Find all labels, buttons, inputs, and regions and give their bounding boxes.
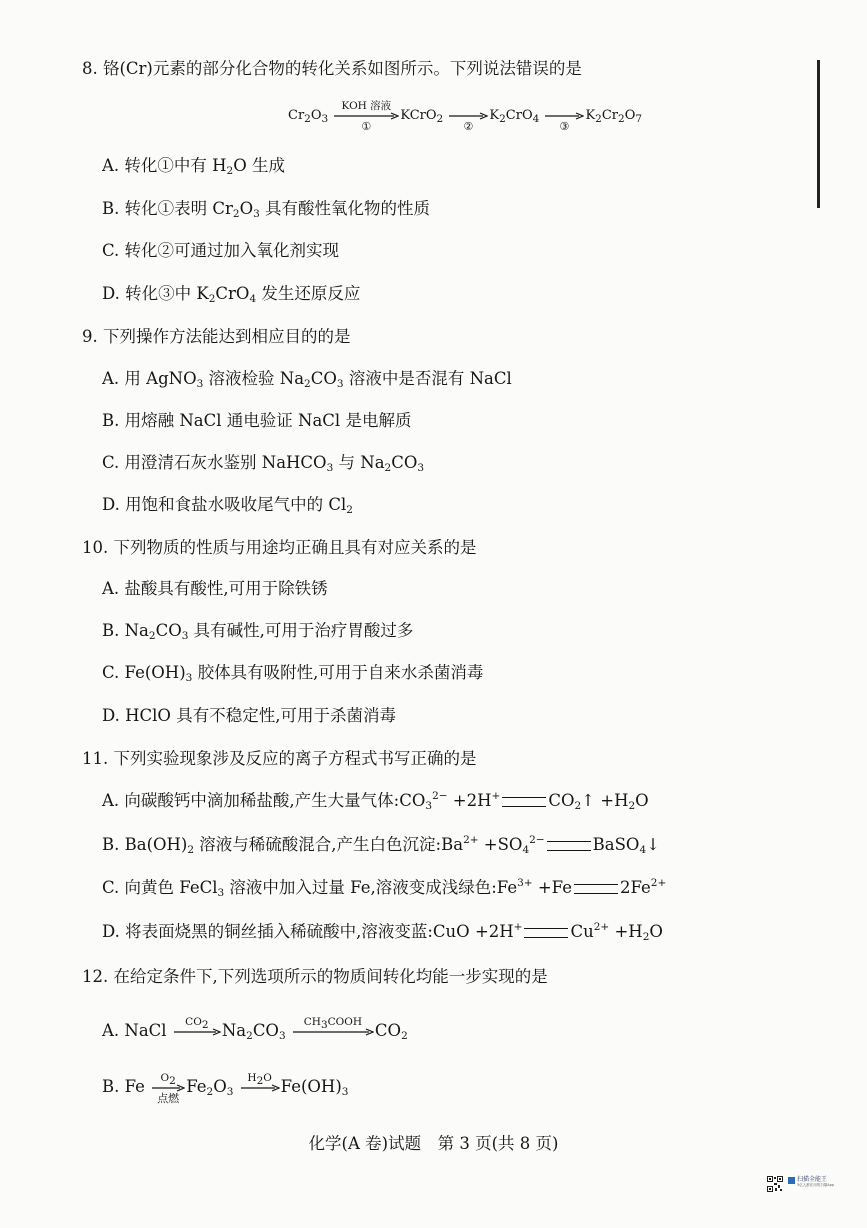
- q10-option-c: C. $Fe(OH)_3$ 胶体具有吸附性,可用于自来水杀菌消毒: [102, 663, 484, 684]
- arrow-o2: $O_2$ 点燃: [151, 1084, 185, 1092]
- q10-option-b: B. $Na_2CO_3$ 具有碱性,可用于治疗胃酸过多: [102, 621, 414, 642]
- equals-sign: [574, 884, 618, 894]
- q11-option-a: A. 向碳酸钙中滴加稀盐酸,产生大量气体$:CO_3^{2-} +2H^+$ $CO_2↑ +H_2O$: [102, 790, 649, 812]
- q11-option-d: D. 将表面烧黑的铜丝插入稀硫酸中,溶液变蓝:CuO +2H+ $Cu^{2+} +H_2O$: [102, 921, 663, 943]
- q8-option-c: C. 转化②可通过加入氧化剂实现: [102, 241, 340, 260]
- q12-option-a: A. NaCl $CO_2$ $Na_2CO_3$ $CH_3COOH$ $CO_2$: [102, 1015, 408, 1042]
- q12-option-b: B. Fe $O_2$ 点燃 $Fe_2O_3$ $H_2O$ $Fe(OH)_3$: [102, 1071, 349, 1105]
- arrow-acetic-acid: $CH_3COOH$: [292, 1028, 374, 1036]
- q9-option-c: C. 用澄清石灰水鉴别 NaHCO$_3$ 与 $Na_2CO_3$: [102, 453, 425, 474]
- equals-sign: [524, 928, 568, 938]
- margin-mark: [817, 60, 820, 208]
- arrow-h2o: $H_2O$: [240, 1084, 280, 1092]
- page-footer: 化学(A 卷)试题 第 3 页(共 8 页): [308, 1134, 559, 1153]
- arrow-co2: $CO_2$: [173, 1028, 221, 1036]
- scanner-watermark-title: 扫描全能王: [797, 1176, 828, 1183]
- question-8-stem: 8. 铬(Cr)元素的部分化合物的转化关系如图所示。下列说法错误的是: [82, 59, 582, 78]
- q8-option-a: A. 转化①中有 $H_2O$ 生成: [102, 156, 286, 177]
- q8-option-d: D. 转化③中 $K_2CrO_4$ 发生还原反应: [102, 284, 361, 305]
- qr-code-icon: [767, 1176, 783, 1192]
- chromium-conversion-scheme: $Cr_2O_3$ KOH 溶液 ① KCrO$_2$ ② $K_2CrO_4$ ③ $K_2Cr_2O_7$: [288, 99, 643, 133]
- arrow-1: KOH 溶液 ①: [333, 112, 399, 120]
- q10-option-a: A. 盐酸具有酸性,可用于除铁锈: [102, 579, 328, 598]
- q11-option-c: C. 向黄色 FeCl$_3$ 溶液中加入过量 Fe,溶液变成浅绿色$:Fe^{3+} +Fe$ $2Fe^{2+}$: [102, 877, 667, 899]
- question-12-stem: 12. 在给定条件下,下列选项所示的物质间转化均能一步实现的是: [82, 967, 548, 986]
- q9-option-b: B. 用熔融 NaCl 通电验证 NaCl 是电解质: [102, 411, 412, 430]
- q9-option-a: A. 用 AgNO$_3$ 溶液检验 $Na_2CO_3$ 溶液中是否混有 NaCl: [102, 369, 512, 390]
- q8-option-b: B. 转化①表明 $Cr_2O_3$ 具有酸性氧化物的性质: [102, 199, 431, 220]
- equals-sign: [502, 797, 546, 807]
- question-9-stem: 9. 下列操作方法能达到相应目的的是: [82, 327, 351, 346]
- q11-option-b: B. $Ba(OH)_2$ 溶液与稀硫酸混合,产生白色沉淀$:Ba^{2+} +SO_4^{2-}$ BaSO$_4$↓: [102, 834, 660, 856]
- q10-option-d: D. HClO 具有不稳定性,可用于杀菌消毒: [102, 706, 396, 725]
- arrow-3: ③: [544, 112, 584, 120]
- arrow-2: ②: [448, 112, 488, 120]
- scanner-watermark-subtitle: 3亿人都在用的扫描App: [797, 1183, 835, 1187]
- q9-option-d: D. 用饱和食盐水吸收尾气中的 $Cl_2$: [102, 495, 353, 516]
- question-10-stem: 10. 下列物质的性质与用途均正确且具有对应关系的是: [82, 538, 477, 557]
- scanner-logo-icon: [788, 1177, 795, 1184]
- question-11-stem: 11. 下列实验现象涉及反应的离子方程式书写正确的是: [82, 749, 477, 768]
- equals-sign: [547, 841, 591, 851]
